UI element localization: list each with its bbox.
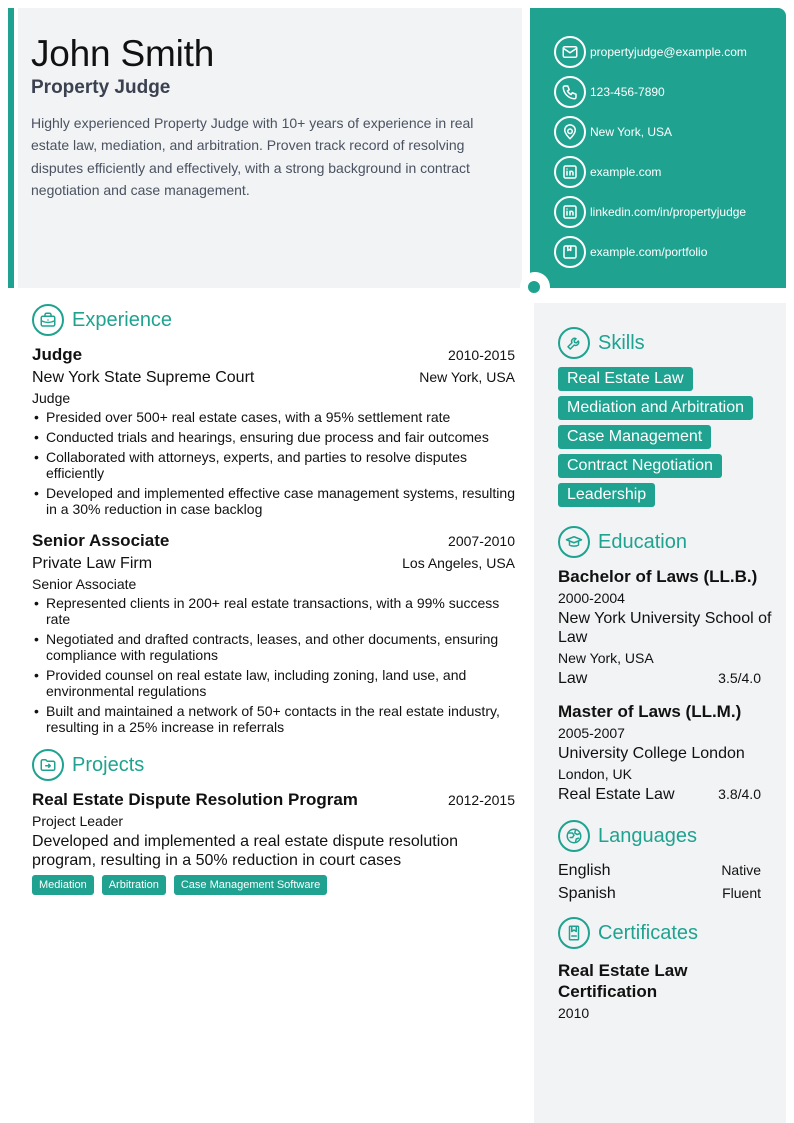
graduation-cap-icon	[558, 526, 590, 558]
job-role: Judge	[32, 390, 71, 406]
skill-tag: Case Management	[558, 425, 711, 449]
certificate-name: Real Estate Law Certification	[558, 961, 688, 1001]
contact-linkedin[interactable]	[554, 192, 786, 232]
contact-email-text: propertyjudge@example.com	[590, 45, 747, 59]
contact-panel	[530, 8, 786, 288]
languages-heading	[558, 820, 780, 852]
header-notch-dot	[528, 281, 540, 293]
header-panel	[18, 8, 522, 288]
project-dates: 2012-2015	[448, 792, 515, 808]
contact-email[interactable]	[554, 32, 786, 72]
briefcase-icon	[32, 304, 64, 336]
edu-location: New York, USA	[558, 650, 654, 666]
project-role: Project Leader	[32, 813, 124, 829]
edu-gpa: 3.8/4.0	[718, 786, 761, 802]
projects-heading	[32, 749, 515, 781]
job-bullet: • Negotiated and drafted contracts, leases, and other documents, ensuring compliance with regulations	[32, 631, 515, 663]
contact-portfolio-text: example.com/portfolio	[590, 245, 708, 259]
certificate-entry	[558, 960, 780, 1021]
main-column	[32, 304, 515, 895]
language-name: English	[558, 862, 611, 879]
edu-degree: Bachelor of Laws (LL.B.)	[558, 567, 758, 586]
contact-location	[554, 112, 786, 152]
language-row	[558, 862, 761, 880]
sidebar-column	[534, 303, 786, 1123]
job-bullet: • Conducted trials and hearings, ensuring due process and fair outcomes	[32, 429, 515, 445]
language-row	[558, 885, 761, 903]
mail-icon	[554, 36, 586, 68]
edu-location: London, UK	[558, 766, 632, 782]
project-tag: Arbitration	[102, 875, 166, 895]
job-bullet: • Built and maintained a network of 50+ contacts in the real estate industry, resulting in a 25% increase in referrals	[32, 703, 515, 735]
job-bullets	[32, 409, 515, 517]
edu-gpa: 3.5/4.0	[718, 670, 761, 686]
certificate-icon	[558, 917, 590, 949]
linkedin-icon	[554, 156, 586, 188]
edu-degree: Master of Laws (LL.M.)	[558, 702, 742, 721]
contact-location-text: New York, USA	[590, 125, 673, 139]
location-pin-icon	[554, 116, 586, 148]
job-title: Senior Associate	[32, 531, 170, 550]
experience-entry	[32, 345, 515, 517]
project-tags	[32, 875, 515, 895]
contact-website[interactable]	[554, 152, 786, 192]
experience-heading	[32, 304, 515, 336]
skill-tag: Contract Negotiation	[558, 454, 722, 478]
job-role: Senior Associate	[32, 576, 137, 592]
languages-list	[558, 862, 780, 903]
skills-title: Skills	[598, 331, 645, 354]
experience-entry	[32, 531, 515, 735]
job-location: Los Angeles, USA	[402, 555, 515, 571]
phone-icon	[554, 76, 586, 108]
linkedin-icon	[554, 196, 586, 228]
project-name: Real Estate Dispute Resolution Program	[32, 790, 358, 809]
education-title: Education	[598, 530, 687, 553]
candidate-title: Property Judge	[31, 76, 171, 98]
languages-title: Languages	[598, 824, 697, 847]
edu-field: Law	[558, 670, 588, 687]
candidate-name: John Smith	[31, 33, 215, 74]
education-entry	[558, 702, 780, 804]
job-location: New York, USA	[419, 369, 515, 385]
contact-phone-text: 123-456-7890	[590, 85, 665, 99]
edu-school: University College London	[558, 745, 745, 762]
job-company: Private Law Firm	[32, 555, 153, 572]
skills-heading	[558, 327, 780, 359]
experience-title: Experience	[72, 308, 173, 331]
certificate-year: 2010	[558, 1005, 590, 1021]
job-bullet: • Presided over 500+ real estate cases, with a 95% settlement rate	[32, 409, 515, 425]
certificates-title: Certificates	[598, 921, 699, 944]
globe-icon	[558, 820, 590, 852]
job-bullet: • Collaborated with attorneys, experts, and parties to resolve disputes efficiently	[32, 449, 515, 481]
project-tag: Mediation	[32, 875, 94, 895]
contact-phone[interactable]	[554, 72, 786, 112]
language-level: Fluent	[722, 885, 761, 901]
contact-linkedin-text: linkedin.com/in/propertyjudge	[590, 205, 747, 219]
job-bullet: • Provided counsel on real estate law, including zoning, land use, and environmental regulations	[32, 667, 515, 699]
skill-tag: Real Estate Law	[558, 367, 693, 391]
skills-list	[558, 367, 780, 512]
contact-website-text: example.com	[590, 165, 662, 179]
education-entry	[558, 567, 780, 688]
language-level: Native	[721, 862, 761, 878]
job-bullet: • Developed and implemented effective case management systems, resulting in a 30% reduction in case backlog	[32, 485, 515, 517]
job-bullet: • Represented clients in 200+ real estate transactions, with a 99% success rate	[32, 595, 515, 627]
job-dates: 2010-2015	[448, 347, 515, 363]
edu-years: 2005-2007	[558, 725, 625, 741]
project-description: Developed and implemented a real estate dispute resolution program, resulting in a 50% reduction in court cases	[32, 833, 459, 869]
skill-tag: Leadership	[558, 483, 655, 507]
edu-field: Real Estate Law	[558, 786, 675, 803]
project-tag: Case Management Software	[174, 875, 327, 895]
projects-title: Projects	[72, 753, 145, 776]
edu-years: 2000-2004	[558, 590, 625, 606]
skill-tag: Mediation and Arbitration	[558, 396, 753, 420]
edu-school: New York University School of Law	[558, 610, 772, 646]
project-entry	[32, 790, 515, 895]
job-dates: 2007-2010	[448, 533, 515, 549]
language-name: Spanish	[558, 885, 616, 902]
contact-portfolio[interactable]	[554, 232, 786, 272]
certificates-heading	[558, 917, 780, 949]
portfolio-icon	[554, 236, 586, 268]
profile-summary: Highly experienced Property Judge with 10+ years of experience in real estate law, mediation, and arbitration. Proven track record of resolving disputes efficiently and effectively, with a strong background in contract negotiation and case management.	[31, 114, 474, 199]
header-accent-bar	[8, 8, 14, 288]
folder-icon	[32, 749, 64, 781]
job-company: New York State Supreme Court	[32, 369, 255, 386]
wrench-icon	[558, 327, 590, 359]
education-heading	[558, 526, 780, 558]
job-title: Judge	[32, 345, 83, 364]
job-bullets	[32, 595, 515, 735]
